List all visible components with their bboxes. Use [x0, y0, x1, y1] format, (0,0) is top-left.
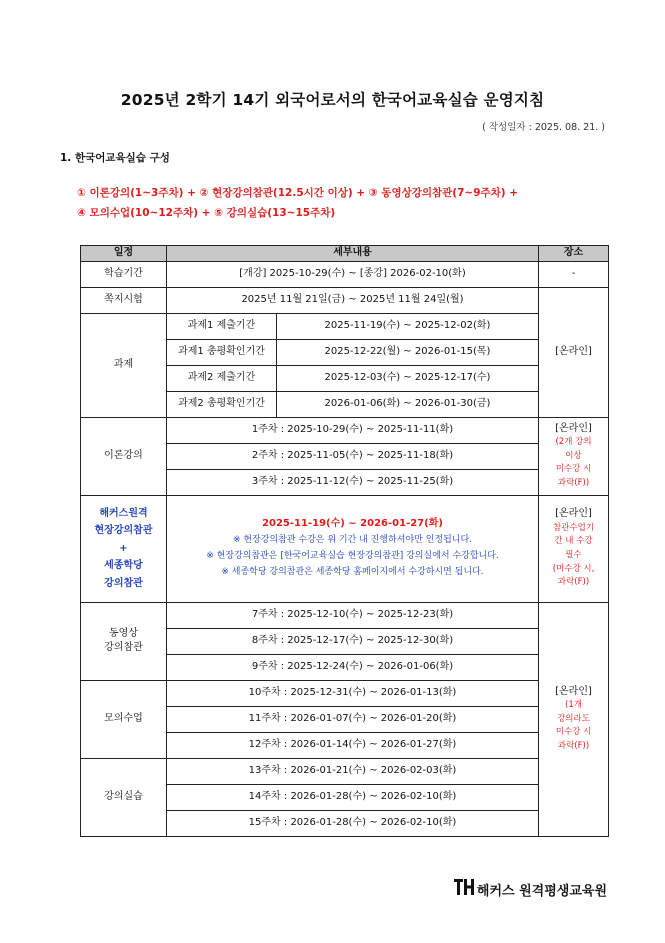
observation-note: ※ 현장강의참관은 [한국어교육실습 현장강의참관] 강의실에서 수강합니다. — [206, 550, 499, 561]
theory-label: 이론강의 — [81, 417, 167, 495]
footer-brand — [454, 879, 607, 899]
note-line: (1개 — [565, 700, 582, 711]
header-details: 세부내용 — [167, 246, 539, 262]
assignment-name: 과제2 총평확인기간 — [167, 391, 277, 417]
mock-label: 모의수업 — [81, 680, 167, 758]
note-line: 과락(F)) — [557, 740, 590, 751]
written-date: ( 작성일자 : 2025. 08. 21. ) — [482, 122, 605, 133]
label-line: + — [119, 542, 128, 554]
label-line: 세종학당 — [104, 560, 143, 572]
note-line: 과락(F)) — [557, 577, 590, 588]
video-label — [81, 602, 167, 680]
page-title: 2025년 2학기 14기 외국어로서의 한국어교육실습 운영지침 — [120, 91, 545, 109]
hackers-logo-icon — [454, 879, 474, 899]
quiz-detail: 2025년 11월 21일(금) ~ 2025년 11월 24일(월) — [167, 287, 539, 313]
table-header-row — [81, 246, 609, 262]
mock-week: 12주차 : 2026-01-14(수) ~ 2026-01-27(화) — [167, 732, 539, 758]
label-line: 현장강의참관 — [94, 525, 153, 537]
table-row — [81, 287, 609, 313]
assignment-period: 2025-12-03(수) ~ 2025-12-17(수) — [277, 365, 539, 391]
video-week: 8주차 : 2025-12-17(수) ~ 2025-12-30(화) — [167, 628, 539, 654]
table-row — [81, 313, 609, 339]
assignment-place: [온라인] — [539, 287, 609, 417]
section-title: 1. 한국어교육실습 구성 — [60, 152, 170, 164]
late-place — [539, 602, 609, 836]
assignment-period: 2026-01-06(화) ~ 2026-01-30(금) — [277, 391, 539, 417]
note-line: 미수강 시 — [555, 727, 592, 738]
composition-line-2: ④ 모의수업(10~12주차) + ⑤ 강의실습(13~15주차) — [77, 207, 336, 219]
note-line: 강의라도 — [557, 713, 590, 724]
note-line: 참관수업기 — [552, 522, 595, 533]
theory-week: 2주차 : 2025-11-05(수) ~ 2025-11-18(화) — [167, 443, 539, 469]
theory-place-note — [541, 436, 606, 490]
note-line: 이상 — [565, 450, 582, 461]
label-line: 강의참관 — [104, 642, 143, 653]
table-row — [81, 758, 609, 784]
late-place-label: [온라인] — [555, 685, 592, 697]
assignment-label: 과제 — [81, 313, 167, 417]
study-period-label: 학습기간 — [81, 261, 167, 287]
practice-week: 15주차 : 2026-01-28(수) ~ 2026-02-10(화) — [167, 810, 539, 836]
note-line: 필수 — [565, 549, 582, 560]
observation-place-label: [온라인] — [555, 508, 592, 520]
composition-line-1: ① 이론강의(1~3주차) + ② 현장강의참관(12.5시간 이상) + ③ 동영상강의참관(7~9주차) + — [77, 187, 519, 199]
assignment-name: 과제1 제출기간 — [167, 313, 277, 339]
assignment-name: 과제1 총평확인기간 — [167, 339, 277, 365]
quiz-label: 쪽지시험 — [81, 287, 167, 313]
observation-place-note — [541, 522, 606, 590]
video-week: 9주차 : 2025-12-24(수) ~ 2026-01-06(화) — [167, 654, 539, 680]
table-row — [81, 680, 609, 706]
theory-week: 1주차 : 2025-10-29(수) ~ 2025-11-11(화) — [167, 417, 539, 443]
table-row — [81, 417, 609, 443]
label-line: 해커스원격 — [99, 507, 148, 519]
study-period-place: - — [539, 261, 609, 287]
observation-note: ※ 현장강의참관 수강은 위 기간 내 진행하셔야만 인정됩니다. — [232, 535, 473, 546]
observation-period: 2025-11-19(수) ~ 2026-01-27(화) — [262, 517, 443, 529]
assignment-period: 2025-11-19(수) ~ 2025-12-02(화) — [277, 313, 539, 339]
practice-label: 강의실습 — [81, 758, 167, 836]
theory-place — [539, 417, 609, 495]
header-place: 장소 — [539, 246, 609, 262]
label-line: 동영상 — [109, 627, 138, 639]
note-line: (미수강 시, — [552, 563, 595, 574]
assignment-period: 2025-12-22(월) ~ 2026-01-15(목) — [277, 339, 539, 365]
table-row — [81, 602, 609, 628]
observation-label — [81, 495, 167, 602]
schedule-table — [80, 245, 609, 837]
observation-note: ※ 세종학당 강의참관은 세종학당 홈페이지에서 수강하시면 됩니다. — [221, 566, 484, 577]
note-line: (2개 강의 — [555, 437, 592, 448]
table-row — [81, 261, 609, 287]
study-period-detail: [개강] 2025-10-29(수) ~ [종강] 2026-02-10(화) — [167, 261, 539, 287]
mock-week: 11주차 : 2026-01-07(수) ~ 2026-01-20(화) — [167, 706, 539, 732]
table-row — [81, 495, 609, 602]
mock-week: 10주차 : 2025-12-31(수) ~ 2026-01-13(화) — [167, 680, 539, 706]
assignment-name: 과제2 제출기간 — [167, 365, 277, 391]
observation-place — [539, 495, 609, 602]
practice-week: 14주차 : 2026-01-28(수) ~ 2026-02-10(화) — [167, 784, 539, 810]
practice-week: 13주차 : 2026-01-21(수) ~ 2026-02-03(화) — [167, 758, 539, 784]
video-week: 7주차 : 2025-12-10(수) ~ 2025-12-23(화) — [167, 602, 539, 628]
theory-week: 3주차 : 2025-11-12(수) ~ 2025-11-25(화) — [167, 469, 539, 495]
late-place-note — [541, 699, 606, 753]
theory-place-label: [온라인] — [555, 422, 592, 434]
header-schedule: 일정 — [81, 246, 167, 262]
note-line: 과락(F)) — [557, 477, 590, 488]
note-line: 미수강 시 — [555, 464, 592, 475]
note-line: 간 내 수강 — [554, 536, 593, 547]
observation-detail — [167, 495, 539, 602]
footer-brand-text: 해커스 원격평생교육원 — [476, 883, 607, 899]
label-line: 강의참관 — [104, 577, 143, 589]
